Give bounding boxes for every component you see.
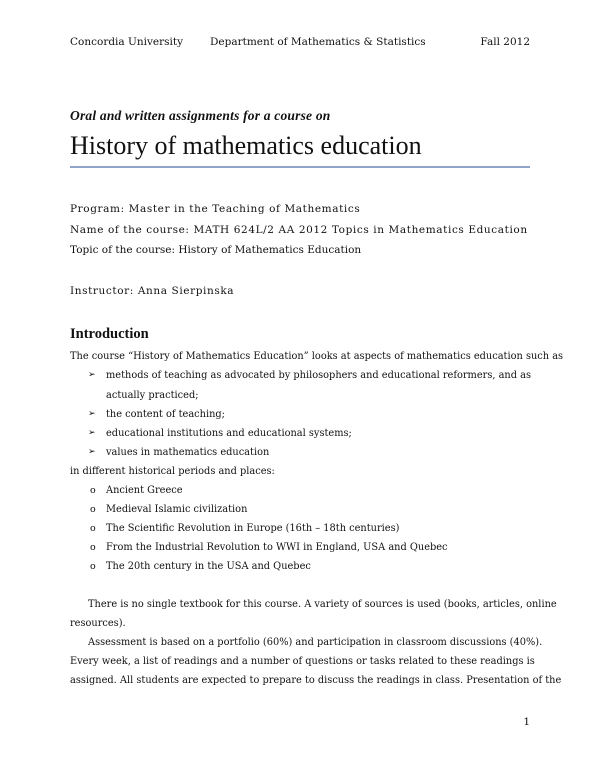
paragraph-line: Assessment is based on a portfolio (60%) and participation in classroom discussions (40%). xyxy=(88,637,543,648)
circle-bullet-icon: o xyxy=(90,542,96,553)
arrow-bullet-icon: ➢ xyxy=(88,370,96,380)
arrow-bullet-icon: ➢ xyxy=(88,409,96,419)
list-item: Ancient Greece xyxy=(106,485,183,496)
list-item-continuation: actually practiced; xyxy=(106,390,199,401)
circle-bullet-icon: o xyxy=(90,485,96,496)
course-topic-line: Topic of the course: History of Mathematics Education xyxy=(70,244,362,256)
periods-lead: in different historical periods and places: xyxy=(70,466,275,477)
paragraph-line: resources). xyxy=(70,618,126,629)
circle-bullet-icon: o xyxy=(90,561,96,572)
header-institution: Concordia University xyxy=(70,36,184,48)
instructor-line: Instructor: Anna Sierpinska xyxy=(70,285,235,297)
introduction-heading: Introduction xyxy=(70,326,149,342)
title-rule xyxy=(70,166,530,168)
list-item: values in mathematics education xyxy=(106,447,270,458)
program-line: Program: Master in the Teaching of Mathematics xyxy=(70,203,361,215)
list-item: From the Industrial Revolution to WWI in England, USA and Quebec xyxy=(106,542,448,553)
list-item: methods of teaching as advocated by philosophers and educational reformers, and as xyxy=(106,370,531,381)
paragraph-line: There is no single textbook for this course. A variety of sources is used (books, articles, online xyxy=(88,599,557,610)
circle-bullet-icon: o xyxy=(90,523,96,534)
arrow-bullet-icon: ➢ xyxy=(88,428,96,438)
list-item: Medieval Islamic civilization xyxy=(106,504,248,515)
header-department: Department of Mathematics & Statistics xyxy=(210,36,426,48)
arrow-bullet-icon: ➢ xyxy=(88,447,96,457)
list-item: the content of teaching; xyxy=(106,409,225,420)
list-item: The Scientific Revolution in Europe (16th – 18th centuries) xyxy=(106,523,400,534)
header-term: Fall 2012 xyxy=(480,36,530,48)
introduction-lead: The course “History of Mathematics Education” looks at aspects of mathematics education such as xyxy=(70,351,564,362)
course-name-line: Name of the course: MATH 624L/2 AA 2012 Topics in Mathematics Education xyxy=(70,224,528,236)
list-item: educational institutions and educational systems; xyxy=(106,428,352,439)
document-subtitle: Oral and written assignments for a course on xyxy=(70,108,331,123)
list-item: The 20th century in the USA and Quebec xyxy=(106,561,311,572)
paragraph-line: assigned. All students are expected to prepare to discuss the readings in class. Presentation of the xyxy=(70,675,562,686)
circle-bullet-icon: o xyxy=(90,504,96,515)
document-title: History of mathematics education xyxy=(70,131,422,160)
page-number: 1 xyxy=(523,716,530,728)
paragraph-line: Every week, a list of readings and a number of questions or tasks related to these readings is xyxy=(70,656,535,667)
